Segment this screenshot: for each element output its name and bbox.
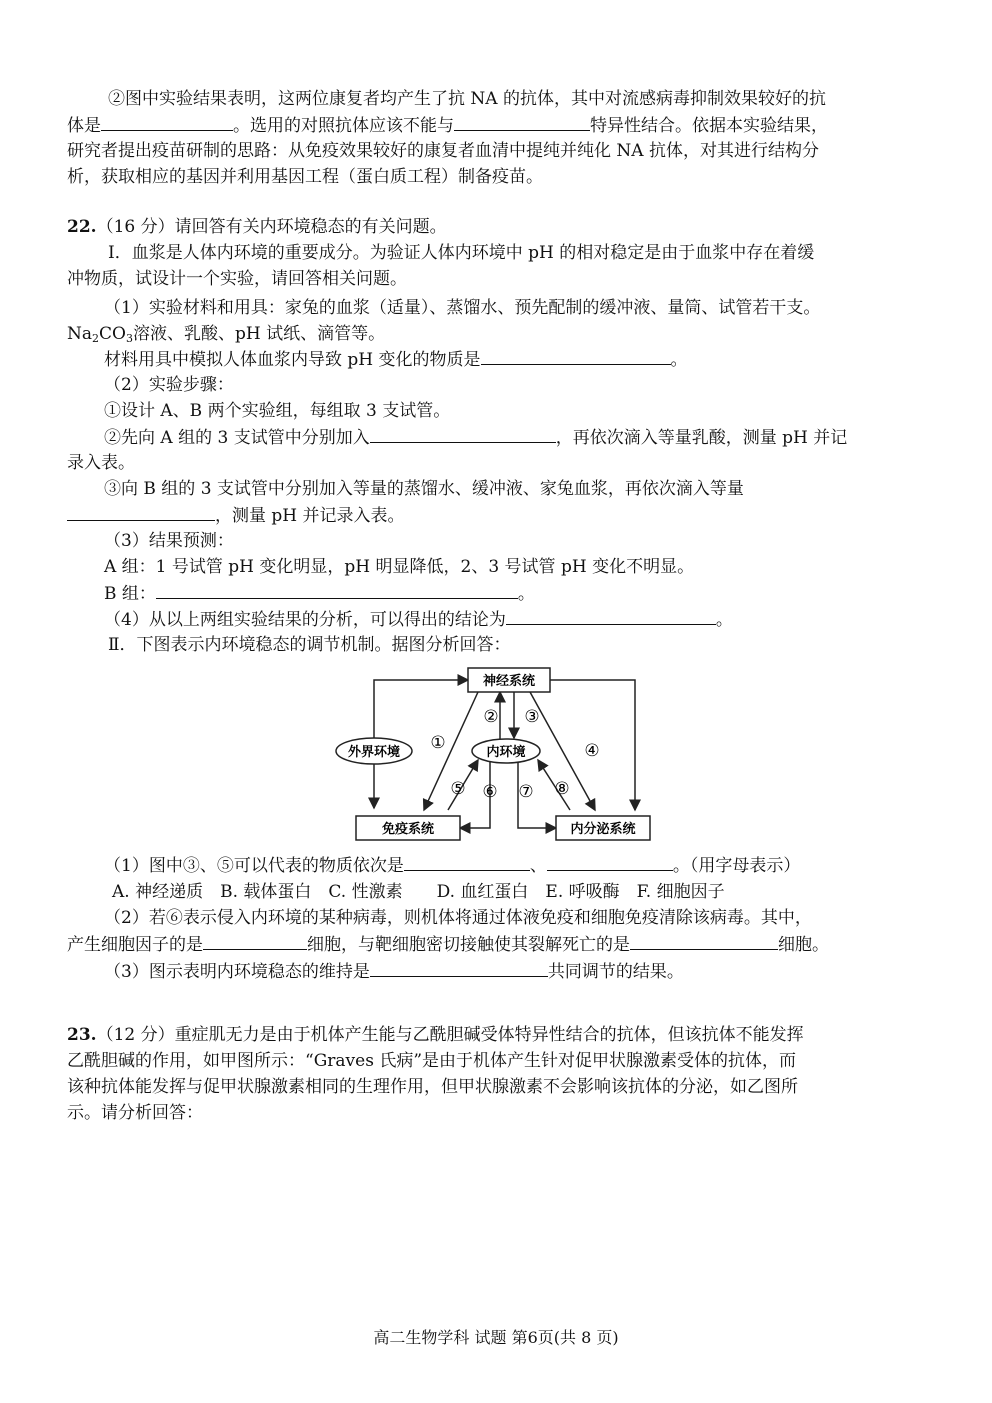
q22-step-2-cont: 录入表。 [67,453,135,473]
external-environment-label: 外界环境 [347,745,401,760]
q22-part1-line-2: 冲物质，试设计一个实验，请回答相关问题。 [67,269,407,289]
q22-part2: Ⅱ．下图表示内环境稳态的调节机制。据图分析回答： [108,635,511,655]
q22-part2-q3: （3）图示表明内环境稳态的维持是 共同调节的结果。 [104,958,684,985]
q22-result-heading: （3）结果预测： [104,531,234,551]
label-4: ④ [584,741,600,761]
page-footer: 高二生物学科 试题 第6页(共 8 页) [373,1328,619,1347]
q22-step-3-cont: ，测量 pH 并记录入表。 [67,502,405,529]
answer-blank[interactable] [203,931,307,950]
q22-result-a: A 组：1 号试管 pH 变化明显，pH 明显降低，2、3 号试管 pH 变化不明显。 [104,557,695,577]
label-7: ⑦ [518,782,534,802]
label-6: ⑥ [482,782,498,802]
q21-line-2: 体是 。选用的对照抗体应该不能与 特异性结合。依据本实验结果， [67,112,828,139]
label-3: ③ [524,707,540,727]
answer-blank[interactable] [481,346,671,365]
q22-materials-line-3: 材料用具中模拟人体血浆内导致 pH 变化的物质是 。 [104,346,688,373]
endocrine-system-label: 内分泌系统 [570,822,636,837]
q21-line-3: 研究者提出疫苗研制的思路：从免疫效果较好的康复者血清中提纯并纯化 NA 抗体，对其进行结构分 [67,141,819,161]
label-2: ② [483,707,499,727]
internal-environment-label: 内环境 [486,745,526,760]
answer-blank[interactable] [101,112,233,131]
nervous-system-label: 神经系统 [482,674,536,689]
q22-steps-heading: （2）实验步骤： [104,375,234,395]
q22-part2-q1: （1）图中③、⑤可以代表的物质依次是 、 。（用字母表示） [104,852,800,879]
q23-line-3: 该种抗体能发挥与促甲状腺激素相同的生理作用，但甲状腺激素不会影响该抗体的分泌，如乙图所 [67,1077,798,1097]
q22-part2-q2: （2）若⑥表示侵入内环境的某种病毒，则机体将通过体液免疫和细胞免疫清除该病毒。其中， [104,908,812,928]
answer-blank[interactable] [404,852,530,871]
answer-blank[interactable] [630,931,778,950]
q22-part2-options: A. 神经递质 B. 载体蛋白 C. 性激素 D. 血红蛋白 E. 呼吸酶 F. 细胞因子 [112,882,725,902]
q23-line-1: 23.（12 分）重症肌无力是由于机体产生能与乙酰胆碱受体特异性结合的抗体，但该抗体不能发挥 [67,1025,804,1045]
answer-blank[interactable] [454,112,590,131]
answer-blank[interactable] [547,852,673,871]
immune-system-label: 免疫系统 [381,822,435,837]
q22-heading: 22.（16 分）请回答有关内环境稳态的有关问题。 [67,217,447,237]
q22-part1-line-1: Ⅰ．血浆是人体内环境的重要成分。为验证人体内环境中 pH 的相对稳定是由于血浆中存在着缓 [108,243,815,263]
q23-line-4: 示。请分析回答： [67,1103,203,1123]
q22-result-b: B 组： 。 [104,580,535,607]
answer-blank[interactable] [370,424,556,443]
q22-materials-line-2: $Na_2CO_3$溶液、乳酸、pH 试纸、滴管等。 [67,324,386,345]
label-1: ① [430,733,446,753]
q21-line-4: 析，获取相应的基因并利用基因工程（蛋白质工程）制备疫苗。 [67,167,543,187]
label-5: ⑤ [450,779,466,799]
q22-part2-q2-cont: 产生细胞因子的是 细胞，与靶细胞密切接触使其裂解死亡的是 细胞。 [67,931,829,958]
q22-step-3: ③向 B 组的 3 支试管中分别加入等量的蒸馏水、缓冲液、家兔血浆，再依次滴入等量 [104,479,744,499]
q22-conclusion: （4）从以上两组实验结果的分析，可以得出的结论为 。 [104,606,733,633]
homeostasis-diagram [330,660,660,850]
answer-blank[interactable] [506,606,716,625]
q22-step-1: ①设计 A、B 两个实验组，每组取 3 支试管。 [104,401,451,421]
answer-blank[interactable] [156,580,518,599]
q22-materials-line-1: （1）实验材料和用具：家兔的血浆（适量）、蒸馏水、预先配制的缓冲液、量筒、试管若干支。 [104,298,821,318]
q23-line-2: 乙酰胆碱的作用，如甲图所示：“Graves 氏病”是由于机体产生针对促甲状腺激素受体的抗体，而 [67,1051,797,1071]
q21-line-1: ②图中实验结果表明，这两位康复者均产生了抗 NA 的抗体，其中对流感病毒抑制效果较好的抗 [108,89,826,109]
answer-blank[interactable] [370,958,548,977]
label-8: ⑧ [554,779,570,799]
answer-blank[interactable] [67,502,215,521]
q22-step-2: ②先向 A 组的 3 支试管中分别加入 ，再依次滴入等量乳酸，测量 pH 并记 [104,424,847,451]
